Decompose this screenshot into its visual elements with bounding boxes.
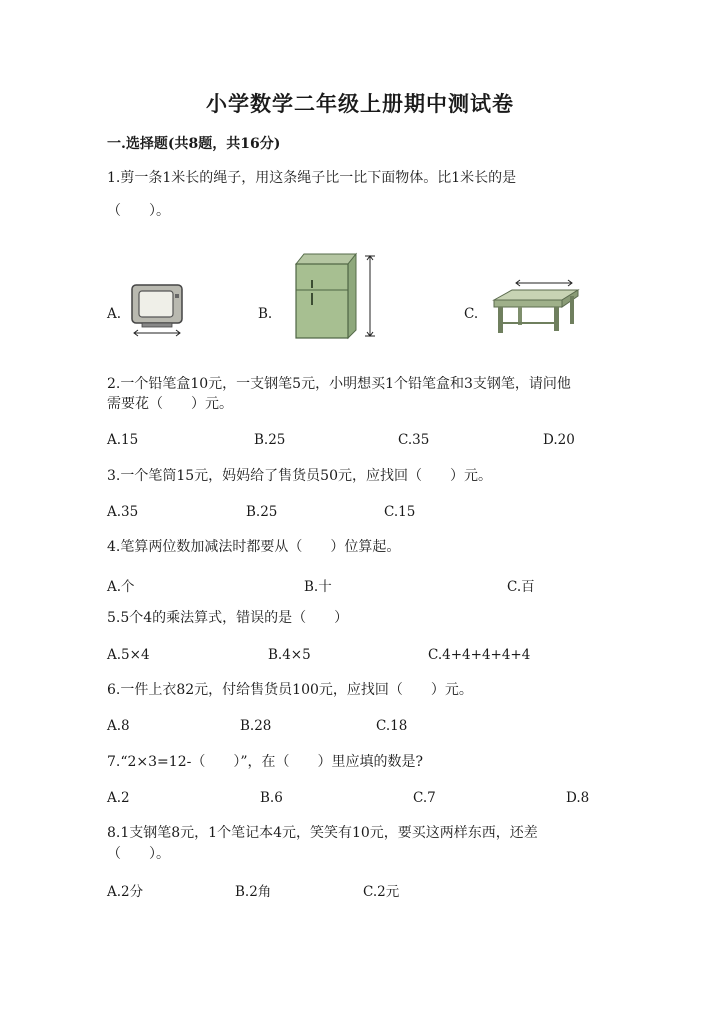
question-3-text: 3.一个笔筒15元，妈妈给了售货员50元，应找回（ ）元。 <box>107 468 492 484</box>
option-2c[interactable]: C.35 <box>398 432 430 448</box>
question-7-text: 7.“2×3=12-（ ）”，在（ ）里应填的数是? <box>107 754 423 770</box>
option-5b[interactable]: B.4×5 <box>268 647 311 663</box>
option-2b[interactable]: B.25 <box>254 432 286 448</box>
option-6b[interactable]: B.28 <box>240 718 272 734</box>
option-3a[interactable]: A.35 <box>107 504 139 520</box>
television-icon <box>128 282 188 338</box>
question-1-blank: （ ）。 <box>107 203 170 219</box>
question-2-text: 2.一个铅笔盒10元，一支钢笔5元，小明想买1个铅笔盒和3支钢笔，请问他 <box>107 376 571 392</box>
option-8b[interactable]: B.2角 <box>235 884 272 900</box>
question-1-text: 1.剪一条1米长的绳子，用这条绳子比一比下面物体。比1米长的是 <box>107 170 517 186</box>
refrigerator-icon <box>290 250 380 342</box>
option-7d[interactable]: D.8 <box>566 790 590 806</box>
option-3c[interactable]: C.15 <box>384 504 416 520</box>
option-4b[interactable]: B.十 <box>304 579 332 595</box>
section-heading: 一.选择题(共8题，共16分) <box>107 136 281 152</box>
option-6c[interactable]: C.18 <box>376 718 408 734</box>
option-1a[interactable]: A. <box>107 306 122 322</box>
option-7b[interactable]: B.6 <box>260 790 283 806</box>
page-title: 小学数学二年级上册期中测试卷 <box>206 91 514 116</box>
option-1c[interactable]: C. <box>464 306 479 322</box>
option-2d[interactable]: D.20 <box>543 432 575 448</box>
option-5a[interactable]: A.5×4 <box>107 647 150 663</box>
option-7a[interactable]: A.2 <box>107 790 130 806</box>
question-6-text: 6.一件上衣82元，付给售货员100元，应找回（ ）元。 <box>107 682 473 698</box>
question-8-text: 8.1支钢笔8元，1个笔记本4元，笑笑有10元，要买这两样东西，还差 <box>107 825 538 841</box>
question-2-text-line2: 需要花（ ）元。 <box>107 396 233 412</box>
question-1 <box>107 165 617 191</box>
option-4c[interactable]: C.百 <box>507 579 535 595</box>
option-6a[interactable]: A.8 <box>107 718 130 734</box>
table-icon <box>490 278 580 338</box>
option-3b[interactable]: B.25 <box>246 504 278 520</box>
option-5c[interactable]: C.4+4+4+4+4 <box>428 647 531 663</box>
option-2a[interactable]: A.15 <box>107 432 139 448</box>
option-1b[interactable]: B. <box>258 306 273 322</box>
option-7c[interactable]: C.7 <box>413 790 436 806</box>
question-4-text: 4.笔算两位数加减法时都要从（ ）位算起。 <box>107 539 401 555</box>
question-8-text-line2: （ ）。 <box>107 846 170 862</box>
option-8c[interactable]: C.2元 <box>363 884 400 900</box>
option-4a[interactable]: A.个 <box>107 579 135 595</box>
question-5-text: 5.5个4的乘法算式，错误的是（ ） <box>107 610 349 626</box>
option-8a[interactable]: A.2分 <box>107 884 144 900</box>
